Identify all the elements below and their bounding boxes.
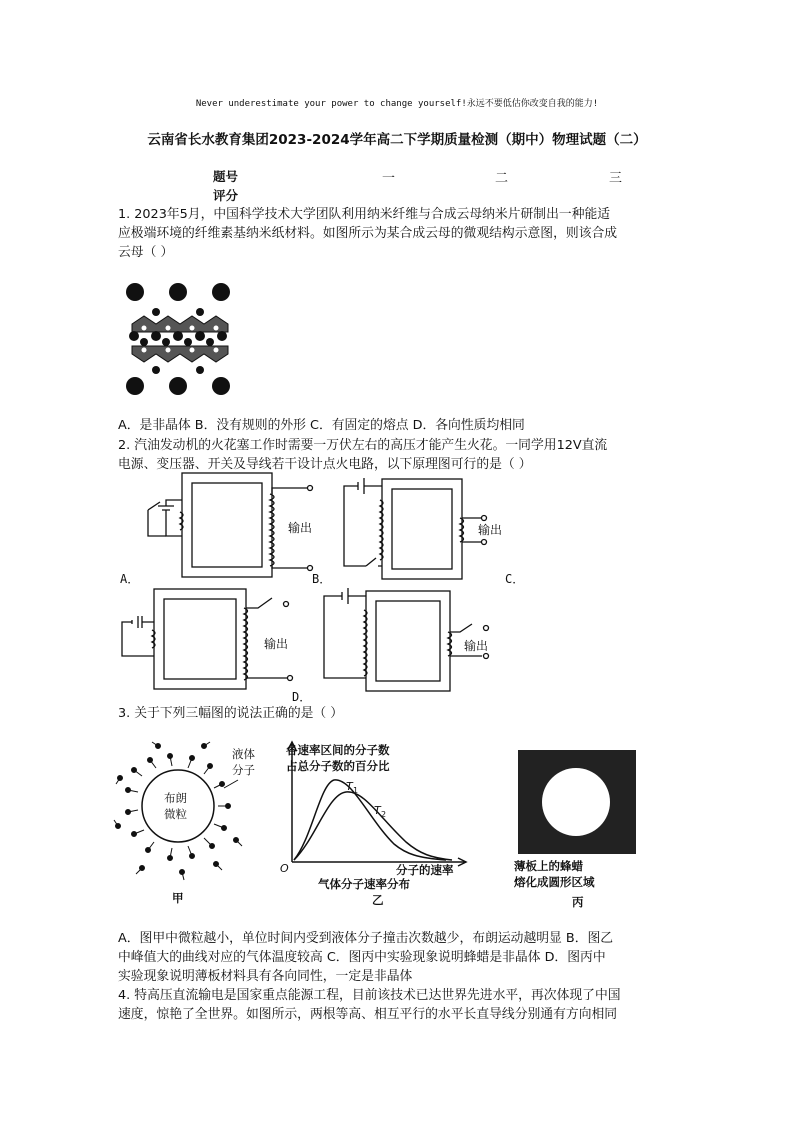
wax-label-2: 熔化成圆形区域: [514, 875, 595, 889]
circuit-d-output-label: 输出: [464, 639, 489, 653]
figure-yi-caption: 乙: [372, 893, 384, 907]
curve-t2: [294, 792, 452, 860]
question-3-stem: 3. 关于下列三幅图的说法正确的是（ ）: [118, 706, 344, 721]
curve-t1-subscript: 1: [353, 786, 359, 795]
circuit-d-diagram: [320, 588, 500, 696]
page-title: 云南省长水教育集团2023-2024学年高二下学期质量检测（期中）物理试题（二）: [147, 132, 647, 148]
circuit-b-label: B．: [312, 572, 332, 586]
question-2: [118, 436, 684, 474]
circuit-c-diagram: [118, 586, 304, 694]
question-3-options-line-3: 实验现象说明薄板材料具有各向同性，一定是非晶体: [118, 969, 413, 984]
x-axis-label: 分子的速率: [396, 863, 454, 877]
question-4-line-1: 4. 特高压直流输电是国家重点能源工程，目前该技术已达世界先进水平，再次体现了中国: [118, 988, 621, 1003]
circuit-c-label: C．: [505, 572, 525, 586]
circuit-a-output-label: 输出: [288, 521, 313, 535]
question-4: [118, 986, 684, 1024]
question-1: [118, 205, 684, 262]
liquid-molecule-label-1: 液体: [232, 747, 255, 761]
brownian-particle-label-2: 微粒: [164, 807, 187, 821]
score-table-col-3: 三: [609, 171, 623, 186]
circuit-d-label: D．: [292, 690, 312, 704]
circuit-b-diagram: [338, 476, 508, 582]
y-axis-label-1: 各速率区间的分子数: [286, 743, 390, 757]
brownian-motion-figure: [112, 740, 260, 908]
curve-t1-label: T: [346, 780, 353, 793]
y-axis-label-2: 占总分子数的百分比: [286, 759, 390, 773]
question-3-options: [118, 929, 684, 986]
question-1-line-2: 应极端环境的纤维素基纳米纸材料。如图所示为某合成云母的微观结构示意图，则该合成: [118, 226, 618, 241]
figure-jia-caption: 甲: [172, 891, 184, 905]
curve-t2-subscript: 2: [381, 810, 387, 819]
score-table-col-1: 一: [382, 171, 396, 186]
speed-distribution-figure: [276, 738, 472, 910]
question-3-options-line-2: 中峰值大的曲线对应的气体温度较高 C．图丙中实验现象说明蜂蜡是非晶体 D．图丙中: [118, 950, 606, 965]
score-table-row-label-score: 评分: [213, 188, 239, 203]
figure-bing-caption: 丙: [572, 895, 584, 909]
mica-structure-figure: [122, 278, 238, 400]
wax-melting-figure: [514, 746, 642, 912]
curve-t2-label: T: [374, 804, 381, 817]
question-2-line-1: 2. 汽油发动机的火花塞工作时需要一万伏左右的高压才能产生火花。一同学用12V直流: [118, 438, 608, 453]
brownian-particle-label-1: 布朗: [164, 791, 187, 805]
figure-yi-subtitle: 气体分子速率分布: [318, 877, 410, 891]
circuit-b-output-label: 输出: [478, 523, 503, 537]
question-3-options-line-1: A．图甲中微粒越小，单位时间内受到液体分子撞击次数越少，布朗运动越明显 B．图乙: [118, 931, 614, 946]
score-table-col-2: 二: [495, 171, 509, 186]
circuit-a-label: A．: [120, 572, 140, 586]
header-motto: Never underestimate your power to change yourself!永远不要低估你改变自我的能力!: [195, 99, 599, 109]
wax-label-1: 薄板上的蜂蜡: [514, 859, 583, 873]
question-1-options: A．是非晶体 B．没有规则的外形 C．有固定的熔点 D．各向性质均相同: [118, 418, 525, 433]
question-1-line-1: 1. 2023年5月，中国科学技术大学团队利用纳米纤维与合成云母纳米片研制出一种能适: [118, 207, 611, 222]
curve-t1: [294, 780, 446, 860]
question-1-line-3: 云母（ ）: [118, 245, 174, 260]
origin-label: O: [280, 862, 289, 875]
liquid-molecule-label-2: 分子: [232, 763, 255, 777]
question-4-line-2: 速度，惊艳了全世界。如图所示，两根等高、相互平行的水平长直导线分别通有方向相同: [118, 1007, 618, 1022]
score-table-row-label-number: 题号: [213, 169, 239, 184]
circuit-c-output-label: 输出: [264, 637, 289, 651]
question-2-line-2: 电源、变压器、开关及导线若干设计点火电路，以下原理图可行的是（ ）: [118, 457, 532, 472]
circuit-a-diagram: [140, 470, 320, 582]
